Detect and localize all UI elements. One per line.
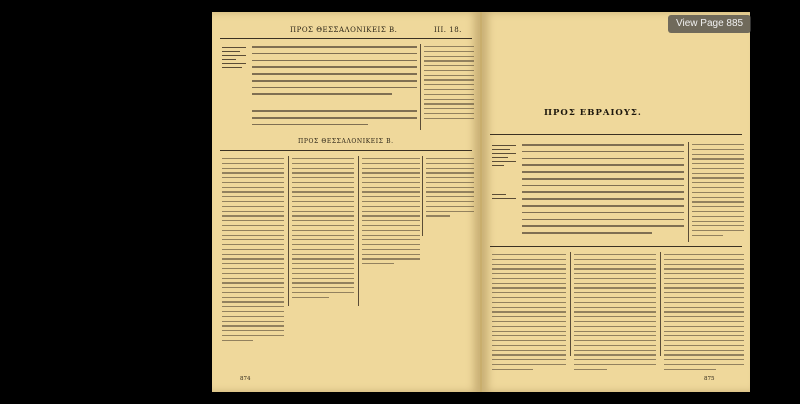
apparatus-column-3	[362, 158, 420, 268]
side-commentary	[692, 144, 744, 240]
running-head: ΠΡΟΣ ΘΕΣΣΑΛΟΝΙΚΕΙΣ Β.	[290, 26, 398, 34]
chapter-reference: III. 18.	[434, 26, 462, 34]
apparatus-column-2	[292, 158, 354, 301]
view-page-button[interactable]: View Page 885	[668, 15, 751, 33]
right-page	[482, 12, 750, 392]
apparatus-column-4	[426, 158, 474, 220]
left-page	[212, 12, 480, 392]
head-rule	[220, 38, 472, 39]
apparatus-column-1	[222, 158, 284, 344]
right-margin-notes	[492, 142, 516, 202]
book-title: ΠΡΟΣ ΕΒΡΑΙΟΥΣ.	[544, 108, 642, 118]
apparatus-column-1	[492, 254, 566, 374]
left-margin-notes	[222, 44, 246, 71]
side-commentary	[424, 46, 474, 123]
page-number: 875	[704, 376, 715, 382]
apparatus-column-2	[574, 254, 656, 374]
main-text-block	[252, 46, 417, 131]
main-text-block	[522, 144, 684, 239]
apparatus-column-3	[664, 254, 744, 374]
section-heading: ΠΡΟΣ ΘΕΣΣΑΛΟΝΙΚΕΙΣ Β.	[298, 138, 394, 145]
book-spread	[212, 12, 750, 392]
page-number: 874	[240, 376, 251, 382]
